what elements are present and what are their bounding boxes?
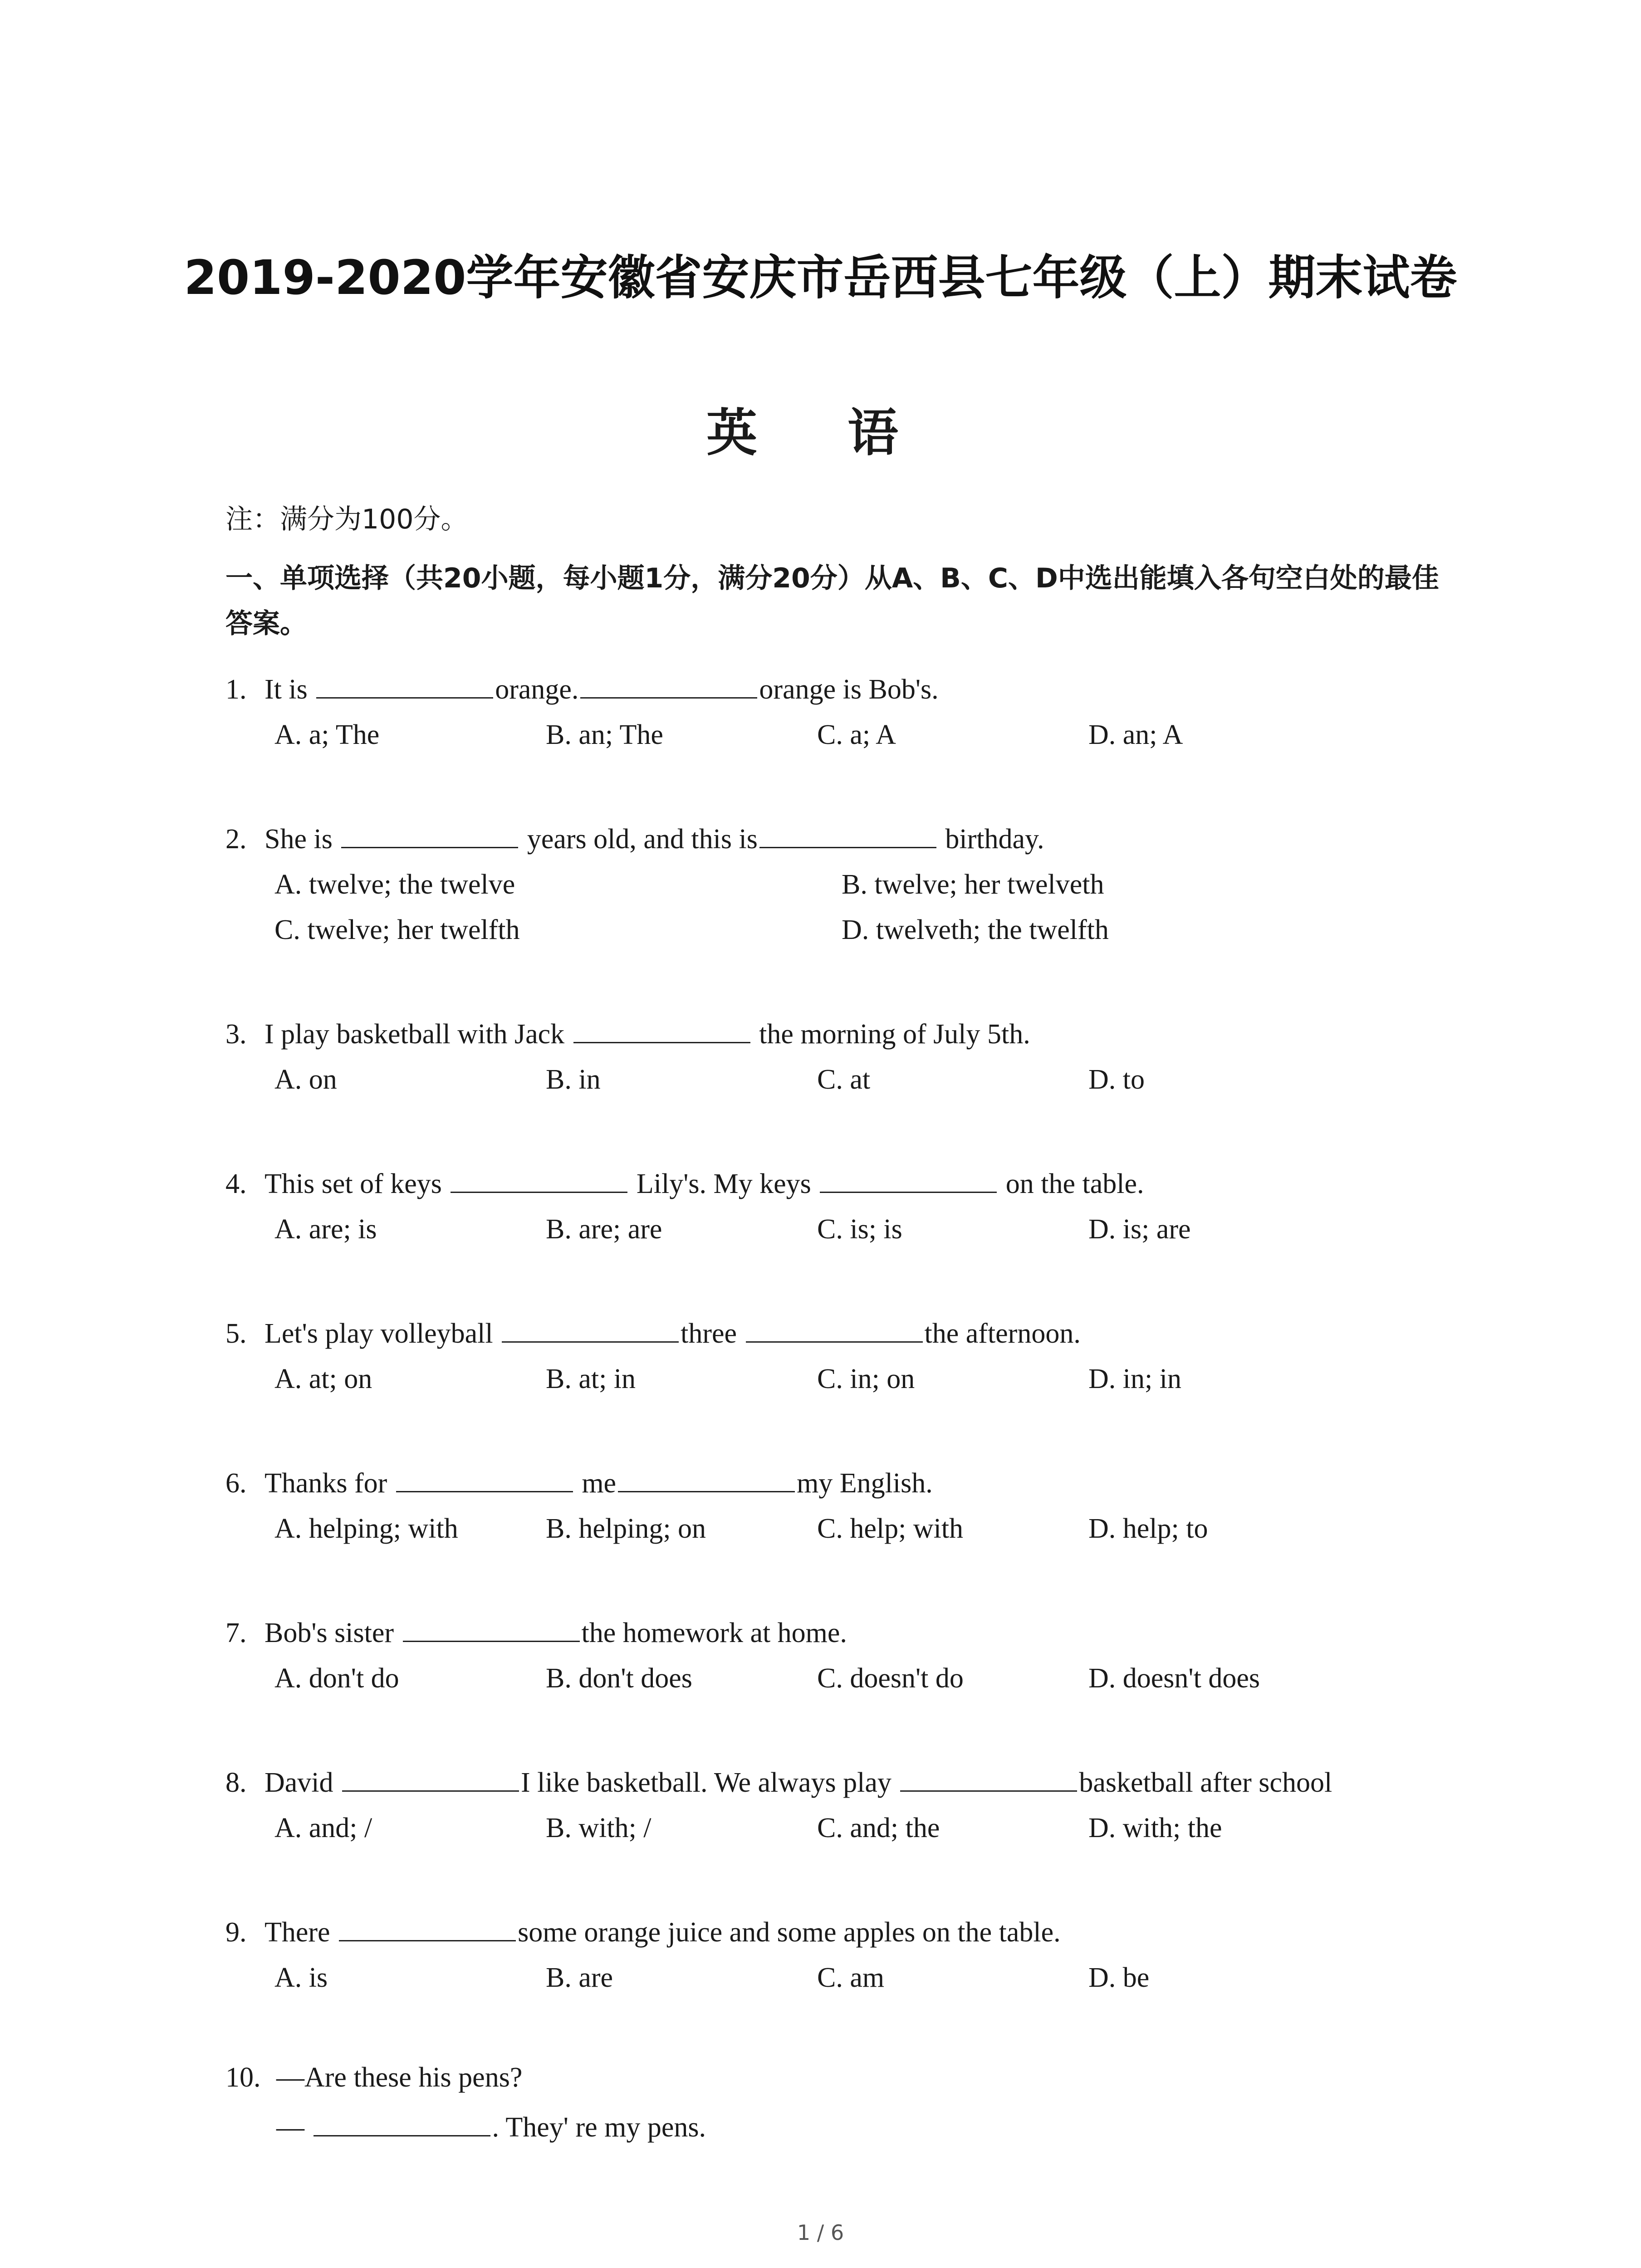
option-b[interactable]: B. twelve; her twelveth bbox=[842, 869, 1104, 900]
question-4 bbox=[225, 1161, 1487, 1252]
question-stem: 4. This set of keys Lily's. My keys on the table. bbox=[225, 1161, 1487, 1207]
option-c[interactable]: C. at bbox=[817, 1064, 871, 1095]
question-stem: 6. Thanks for me my English. bbox=[225, 1461, 1487, 1506]
options-row bbox=[225, 1356, 1487, 1402]
option-a[interactable]: A. at; on bbox=[274, 1364, 372, 1394]
option-b[interactable]: B. an; The bbox=[546, 719, 663, 750]
option-a[interactable]: A. and; / bbox=[274, 1813, 372, 1843]
answer-blank[interactable] bbox=[502, 1311, 679, 1343]
answer-blank[interactable] bbox=[451, 1162, 627, 1193]
question-5 bbox=[225, 1311, 1487, 1402]
page-number: 1 / 6 bbox=[797, 2220, 844, 2245]
answer-blank[interactable] bbox=[316, 667, 493, 699]
options-row bbox=[225, 907, 1487, 953]
answer-blank[interactable] bbox=[820, 1162, 997, 1193]
question-stem: 5. Let's play volleyball three the afternoon. bbox=[225, 1311, 1487, 1356]
question-stem: 7. Bob's sister the homework at home. bbox=[225, 1610, 1487, 1656]
options-row bbox=[225, 1057, 1487, 1102]
question-stem: 1. It is orange. orange is Bob's. bbox=[225, 667, 1487, 712]
options-row bbox=[225, 712, 1487, 758]
question-6 bbox=[225, 1461, 1487, 1551]
answer-blank[interactable] bbox=[759, 817, 936, 848]
dialogue-reply: — . They' re my pens. bbox=[225, 2105, 1487, 2155]
option-a[interactable]: A. twelve; the twelve bbox=[274, 869, 515, 900]
option-c[interactable]: C. is; is bbox=[817, 1214, 902, 1245]
option-a[interactable]: A. don't do bbox=[274, 1663, 399, 1694]
option-a[interactable]: A. on bbox=[274, 1064, 337, 1095]
option-b[interactable]: B. are; are bbox=[546, 1214, 662, 1245]
question-stem: 10. —Are these his pens? bbox=[225, 2062, 523, 2093]
option-d[interactable]: D. doesn't does bbox=[1088, 1663, 1260, 1694]
answer-blank[interactable] bbox=[341, 817, 518, 848]
question-3 bbox=[225, 1012, 1487, 1102]
question-stem: 8. David I like basketball. We always play basketball after school bbox=[225, 1760, 1487, 1805]
answer-blank[interactable] bbox=[396, 1461, 573, 1492]
answer-blank[interactable] bbox=[573, 1012, 750, 1043]
options-row bbox=[225, 1207, 1487, 1252]
answer-blank[interactable] bbox=[900, 1760, 1077, 1792]
option-d[interactable]: D. twelveth; the twelfth bbox=[842, 914, 1109, 945]
question-8 bbox=[225, 1760, 1487, 1851]
question-stem: 9. There some orange juice and some apples on the table. bbox=[225, 1910, 1487, 1955]
option-c[interactable]: C. and; the bbox=[817, 1813, 940, 1843]
option-c[interactable]: C. am bbox=[817, 1962, 885, 1993]
question-1 bbox=[225, 667, 1487, 758]
option-b[interactable]: B. don't does bbox=[546, 1663, 692, 1694]
option-d[interactable]: D. be bbox=[1088, 1962, 1150, 1993]
option-b[interactable]: B. are bbox=[546, 1962, 613, 1993]
answer-blank[interactable] bbox=[403, 1611, 580, 1642]
question-7 bbox=[225, 1610, 1487, 1701]
answer-blank[interactable] bbox=[342, 1760, 519, 1792]
option-b[interactable]: B. helping; on bbox=[546, 1513, 706, 1544]
options-row bbox=[225, 1656, 1487, 1701]
option-b[interactable]: B. with; / bbox=[546, 1813, 652, 1843]
option-c[interactable]: C. in; on bbox=[817, 1364, 915, 1394]
option-c[interactable]: C. doesn't do bbox=[817, 1663, 964, 1694]
question-stem: 2. She is years old, and this is birthday. bbox=[225, 816, 1487, 862]
option-a[interactable]: A. a; The bbox=[274, 719, 380, 750]
option-d[interactable]: D. an; A bbox=[1088, 719, 1183, 750]
option-c[interactable]: C. twelve; her twelfth bbox=[274, 914, 520, 945]
question-stem: 3. I play basketball with Jack the morning of July 5th. bbox=[225, 1012, 1487, 1057]
answer-blank[interactable] bbox=[339, 1910, 516, 1941]
question-10 bbox=[225, 2055, 1487, 2155]
option-a[interactable]: A. helping; with bbox=[274, 1513, 458, 1544]
question-9 bbox=[225, 1910, 1487, 2000]
option-b[interactable]: B. at; in bbox=[546, 1364, 636, 1394]
answer-blank[interactable] bbox=[618, 1461, 795, 1492]
option-c[interactable]: C. help; with bbox=[817, 1513, 964, 1544]
option-d[interactable]: D. to bbox=[1088, 1064, 1145, 1095]
score-note: 注：满分为100分。 bbox=[225, 503, 468, 535]
section-heading: 一、单项选择（共20小题，每小题1分，满分20分）从A、B、C、D中选出能填入各句空白处的最佳答案。 bbox=[225, 562, 1439, 640]
answer-blank[interactable] bbox=[746, 1311, 923, 1343]
option-d[interactable]: D. is; are bbox=[1088, 1214, 1191, 1245]
options-row bbox=[225, 1506, 1487, 1551]
option-d[interactable]: D. with; the bbox=[1088, 1813, 1222, 1843]
exam-title: 2019-2020学年安徽省安庆市岳西县七年级（上）期末试卷 bbox=[184, 250, 1457, 305]
options-row bbox=[225, 1805, 1487, 1851]
option-a[interactable]: A. are; is bbox=[274, 1214, 377, 1245]
options-row bbox=[225, 862, 1487, 907]
answer-blank[interactable] bbox=[580, 667, 757, 699]
question-2 bbox=[225, 816, 1487, 953]
option-d[interactable]: D. in; in bbox=[1088, 1364, 1181, 1394]
option-b[interactable]: B. in bbox=[546, 1064, 601, 1095]
option-d[interactable]: D. help; to bbox=[1088, 1513, 1208, 1544]
subject-heading: 英 语 bbox=[706, 403, 935, 463]
option-a[interactable]: A. is bbox=[274, 1962, 328, 1993]
answer-blank[interactable] bbox=[314, 2105, 490, 2136]
options-row bbox=[225, 1955, 1487, 2000]
option-c[interactable]: C. a; A bbox=[817, 719, 896, 750]
